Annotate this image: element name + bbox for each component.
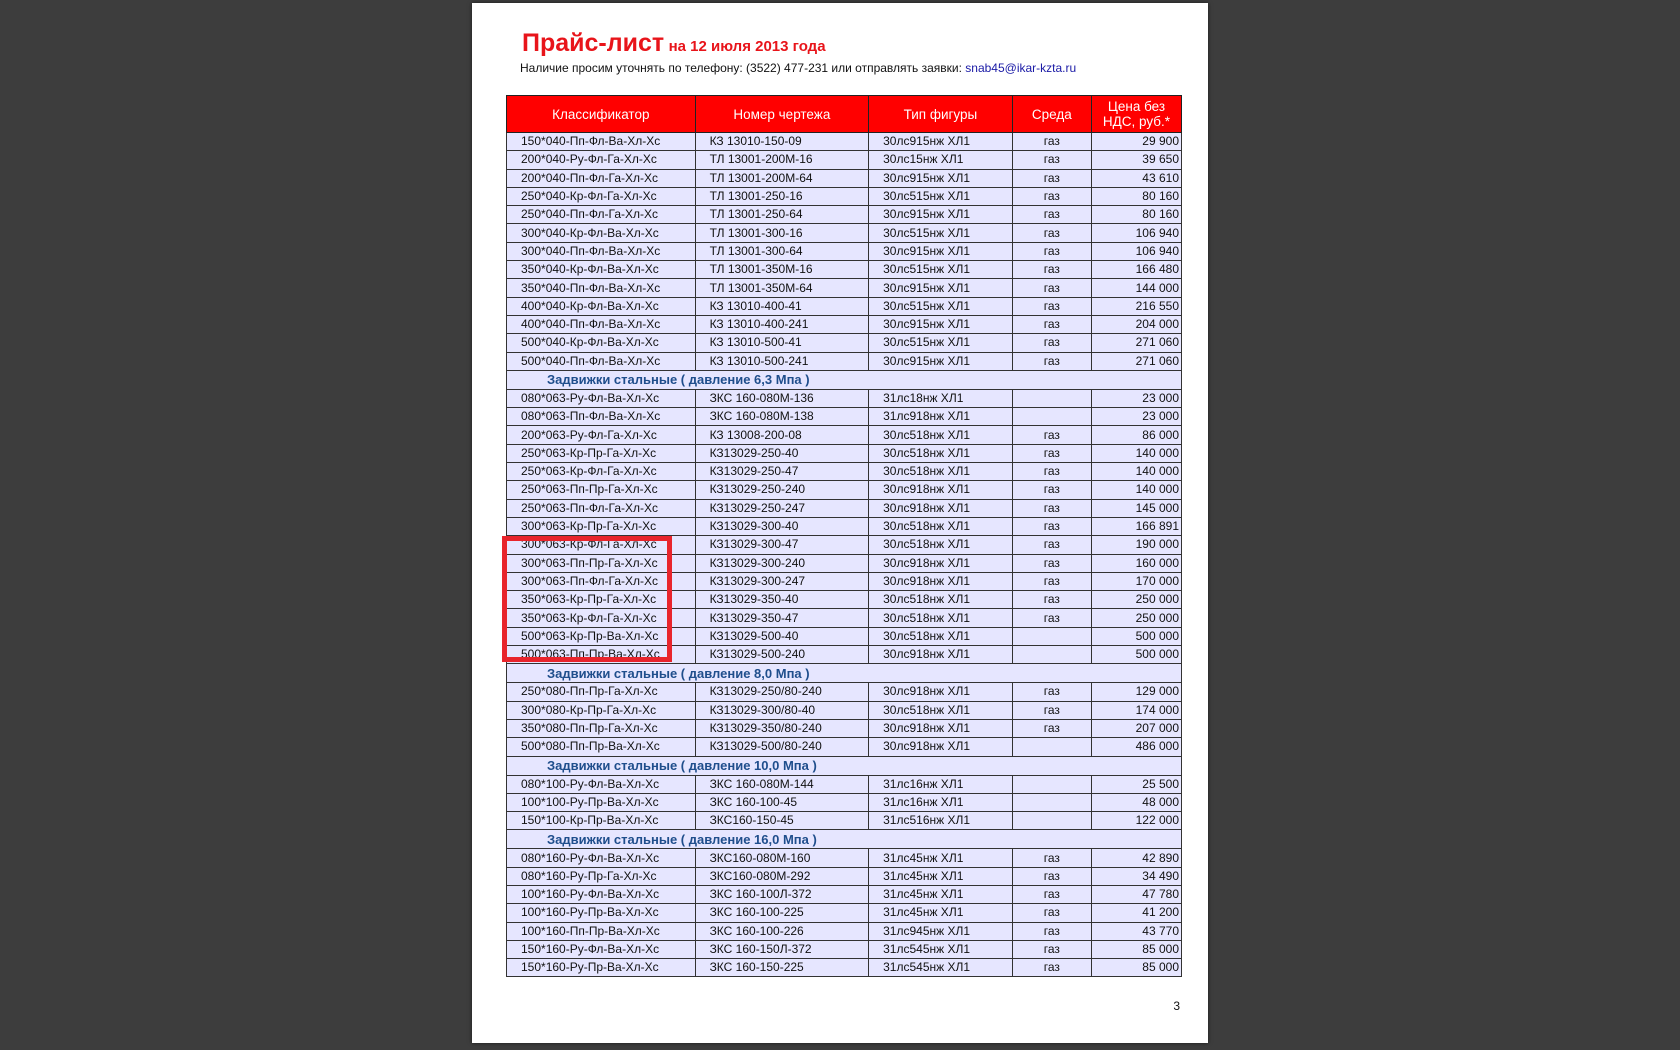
cell-medium: газ	[1012, 572, 1091, 590]
cell-price: 166 891	[1091, 517, 1181, 535]
cell-medium: газ	[1012, 683, 1091, 701]
table-row	[507, 334, 1182, 352]
cell-price: 80 160	[1091, 187, 1181, 205]
cell-medium: газ	[1012, 297, 1091, 315]
cell-classifier: 080*100-Ру-Фл-Ва-Хл-Хс	[507, 775, 696, 793]
cell-classifier: 200*063-Ру-Фл-Га-Хл-Хс	[507, 426, 696, 444]
cell-classifier: 250*063-Пп-Пр-Га-Хл-Хс	[507, 481, 696, 499]
cell-classifier: 500*063-Пп-Пр-Ва-Хл-Хс	[507, 646, 696, 664]
cell-drawing-number: КЗ13029-300-240	[695, 554, 869, 572]
table-row	[507, 793, 1182, 811]
table-row	[507, 812, 1182, 830]
cell-figure-type: 30лс518нж ХЛ1	[869, 701, 1013, 719]
contact-email: snab45@ikar-kzta.ru	[965, 61, 1077, 75]
cell-price: 25 500	[1091, 775, 1181, 793]
cell-classifier: 400*040-Кр-Фл-Ва-Хл-Хс	[507, 297, 696, 315]
cell-price: 23 000	[1091, 389, 1181, 407]
cell-medium: газ	[1012, 554, 1091, 572]
cell-classifier: 350*080-Пп-Пр-Га-Хл-Хс	[507, 719, 696, 737]
cell-classifier: 100*100-Ру-Пр-Ва-Хл-Хс	[507, 793, 696, 811]
cell-medium	[1012, 646, 1091, 664]
cell-medium: газ	[1012, 444, 1091, 462]
cell-figure-type: 30лс515нж ХЛ1	[869, 297, 1013, 315]
cell-classifier: 250*063-Кр-Пр-Га-Хл-Хс	[507, 444, 696, 462]
cell-medium: газ	[1012, 701, 1091, 719]
cell-price: 86 000	[1091, 426, 1181, 444]
cell-medium: газ	[1012, 151, 1091, 169]
table-row	[507, 444, 1182, 462]
cell-medium	[1012, 389, 1091, 407]
cell-drawing-number: КЗ 13010-500-241	[695, 352, 869, 370]
cell-medium: газ	[1012, 133, 1091, 151]
cell-drawing-number: ЗКС 160-080М-138	[695, 408, 869, 426]
cell-classifier: 100*160-Ру-Фл-Ва-Хл-Хс	[507, 885, 696, 903]
cell-figure-type: 31лс16нж ХЛ1	[869, 793, 1013, 811]
cell-drawing-number: КЗ 13010-400-241	[695, 315, 869, 333]
cell-medium: газ	[1012, 517, 1091, 535]
table-row	[507, 738, 1182, 756]
cell-classifier: 080*160-Ру-Пр-Га-Хл-Хс	[507, 867, 696, 885]
table-row	[507, 224, 1182, 242]
cell-medium: газ	[1012, 169, 1091, 187]
cell-classifier: 400*040-Пп-Фл-Ва-Хл-Хс	[507, 315, 696, 333]
title-main: Прайс-лист	[522, 29, 665, 57]
section-row	[507, 756, 1182, 775]
cell-drawing-number: ТЛ 13001-250-64	[695, 206, 869, 224]
header-medium: Среда	[1012, 96, 1091, 133]
cell-classifier: 500*063-Кр-Пр-Ва-Хл-Хс	[507, 627, 696, 645]
cell-price: 271 060	[1091, 334, 1181, 352]
cell-drawing-number: КЗ13029-250-240	[695, 481, 869, 499]
cell-classifier: 500*040-Кр-Фл-Ва-Хл-Хс	[507, 334, 696, 352]
cell-drawing-number: ЗКС160-080М-292	[695, 867, 869, 885]
contact-note-text: Наличие просим уточнять по телефону: (3522) 477-231 или отправлять заявки:	[520, 61, 966, 75]
cell-drawing-number: ЗКС 160-080М-144	[695, 775, 869, 793]
table-row	[507, 426, 1182, 444]
cell-drawing-number: ТЛ 13001-300-64	[695, 242, 869, 260]
header-drawing-number: Номер чертежа	[695, 96, 869, 133]
cell-drawing-number: ТЛ 13001-250-16	[695, 187, 869, 205]
cell-figure-type: 30лс918нж ХЛ1	[869, 481, 1013, 499]
cell-classifier: 100*160-Ру-Пр-Ва-Хл-Хс	[507, 904, 696, 922]
cell-drawing-number: ТЛ 13001-300-16	[695, 224, 869, 242]
contact-note	[520, 61, 1076, 75]
cell-medium: газ	[1012, 867, 1091, 885]
cell-figure-type: 30лс918нж ХЛ1	[869, 683, 1013, 701]
page-number: 3	[1173, 999, 1180, 1013]
cell-drawing-number: КЗ13029-350-40	[695, 591, 869, 609]
cell-classifier: 300*040-Пп-Фл-Ва-Хл-Хс	[507, 242, 696, 260]
cell-figure-type: 31лс45нж ХЛ1	[869, 904, 1013, 922]
cell-figure-type: 30лс518нж ХЛ1	[869, 426, 1013, 444]
cell-price: 140 000	[1091, 463, 1181, 481]
cell-drawing-number: ЗКС 160-100Л-372	[695, 885, 869, 903]
cell-figure-type: 31лс918нж ХЛ1	[869, 408, 1013, 426]
cell-medium: газ	[1012, 609, 1091, 627]
cell-figure-type: 30лс915нж ХЛ1	[869, 279, 1013, 297]
cell-drawing-number: ЗКС 160-100-226	[695, 922, 869, 940]
cell-classifier: 250*040-Пп-Фл-Га-Хл-Хс	[507, 206, 696, 224]
cell-price: 271 060	[1091, 352, 1181, 370]
cell-price: 250 000	[1091, 591, 1181, 609]
cell-drawing-number: ЗКС 160-100-225	[695, 904, 869, 922]
cell-classifier: 250*040-Кр-Фл-Га-Хл-Хс	[507, 187, 696, 205]
header-figure-type: Тип фигуры	[869, 96, 1013, 133]
cell-figure-type: 31лс18нж ХЛ1	[869, 389, 1013, 407]
cell-drawing-number: КЗ 13010-500-41	[695, 334, 869, 352]
cell-drawing-number: КЗ 13008-200-08	[695, 426, 869, 444]
cell-price: 85 000	[1091, 959, 1181, 977]
cell-medium: газ	[1012, 885, 1091, 903]
section-row	[507, 830, 1182, 849]
cell-price: 48 000	[1091, 793, 1181, 811]
cell-medium: газ	[1012, 536, 1091, 554]
cell-classifier: 350*063-Кр-Фл-Га-Хл-Хс	[507, 609, 696, 627]
cell-figure-type: 30лс918нж ХЛ1	[869, 719, 1013, 737]
cell-medium: газ	[1012, 279, 1091, 297]
header-price: Цена без НДС, руб.*	[1091, 96, 1181, 133]
table-row	[507, 279, 1182, 297]
cell-price: 250 000	[1091, 609, 1181, 627]
cell-drawing-number: ТЛ 13001-350М-16	[695, 261, 869, 279]
cell-figure-type: 30лс915нж ХЛ1	[869, 169, 1013, 187]
cell-drawing-number: КЗ13029-250-247	[695, 499, 869, 517]
cell-classifier: 250*063-Кр-Фл-Га-Хл-Хс	[507, 463, 696, 481]
header-classifier: Классификатор	[507, 96, 696, 133]
cell-medium: газ	[1012, 224, 1091, 242]
cell-price: 160 000	[1091, 554, 1181, 572]
cell-classifier: 250*063-Пп-Фл-Га-Хл-Хс	[507, 499, 696, 517]
table-row	[507, 187, 1182, 205]
cell-medium: газ	[1012, 849, 1091, 867]
section-row	[507, 370, 1182, 389]
cell-medium: газ	[1012, 261, 1091, 279]
cell-classifier: 350*040-Кр-Фл-Ва-Хл-Хс	[507, 261, 696, 279]
table-row	[507, 775, 1182, 793]
document-page	[472, 3, 1208, 1043]
cell-classifier: 150*160-Ру-Фл-Ва-Хл-Хс	[507, 940, 696, 958]
cell-medium	[1012, 627, 1091, 645]
cell-price: 106 940	[1091, 242, 1181, 260]
table-row	[507, 499, 1182, 517]
cell-figure-type: 31лс45нж ХЛ1	[869, 885, 1013, 903]
cell-price: 190 000	[1091, 536, 1181, 554]
cell-classifier: 150*040-Пп-Фл-Ва-Хл-Хс	[507, 133, 696, 151]
cell-price: 486 000	[1091, 738, 1181, 756]
cell-classifier: 080*063-Пп-Фл-Ва-Хл-Хс	[507, 408, 696, 426]
cell-medium: газ	[1012, 187, 1091, 205]
cell-figure-type: 30лс518нж ХЛ1	[869, 463, 1013, 481]
cell-medium: газ	[1012, 481, 1091, 499]
cell-medium: газ	[1012, 591, 1091, 609]
section-title: Задвижки стальные ( давление 10,0 Мпа )	[507, 756, 1182, 775]
cell-drawing-number: КЗ13029-300/80-40	[695, 701, 869, 719]
cell-price: 106 940	[1091, 224, 1181, 242]
cell-drawing-number: ЗКС160-080М-160	[695, 849, 869, 867]
highlight-box	[502, 536, 672, 662]
table-row	[507, 408, 1182, 426]
cell-drawing-number: ТЛ 13001-350М-64	[695, 279, 869, 297]
cell-price: 216 550	[1091, 297, 1181, 315]
table-row	[507, 352, 1182, 370]
table-row	[507, 683, 1182, 701]
cell-figure-type: 30лс918нж ХЛ1	[869, 554, 1013, 572]
cell-price: 170 000	[1091, 572, 1181, 590]
cell-price: 34 490	[1091, 867, 1181, 885]
cell-figure-type: 30лс518нж ХЛ1	[869, 444, 1013, 462]
table-row	[507, 481, 1182, 499]
cell-drawing-number: ТЛ 13001-200М-64	[695, 169, 869, 187]
cell-drawing-number: ЗКС160-150-45	[695, 812, 869, 830]
cell-figure-type: 31лс945нж ХЛ1	[869, 922, 1013, 940]
cell-price: 39 650	[1091, 151, 1181, 169]
cell-drawing-number: ЗКС 160-150-225	[695, 959, 869, 977]
cell-medium: газ	[1012, 904, 1091, 922]
cell-figure-type: 31лс45нж ХЛ1	[869, 849, 1013, 867]
cell-drawing-number: КЗ13029-350-47	[695, 609, 869, 627]
cell-figure-type: 30лс918нж ХЛ1	[869, 572, 1013, 590]
cell-medium: газ	[1012, 940, 1091, 958]
cell-price: 204 000	[1091, 315, 1181, 333]
cell-price: 140 000	[1091, 444, 1181, 462]
cell-medium: газ	[1012, 922, 1091, 940]
cell-classifier: 300*063-Кр-Пр-Га-Хл-Хс	[507, 517, 696, 535]
cell-classifier: 500*080-Пп-Пр-Ва-Хл-Хс	[507, 738, 696, 756]
cell-price: 42 890	[1091, 849, 1181, 867]
section-title: Задвижки стальные ( давление 6,3 Мпа )	[507, 370, 1182, 389]
cell-medium	[1012, 812, 1091, 830]
cell-classifier: 300*063-Пп-Фл-Га-Хл-Хс	[507, 572, 696, 590]
cell-figure-type: 30лс518нж ХЛ1	[869, 517, 1013, 535]
cell-figure-type: 30лс515нж ХЛ1	[869, 187, 1013, 205]
cell-drawing-number: КЗ13029-300-47	[695, 536, 869, 554]
table-row	[507, 297, 1182, 315]
cell-figure-type: 30лс518нж ХЛ1	[869, 609, 1013, 627]
cell-drawing-number: ЗКС 160-100-45	[695, 793, 869, 811]
cell-classifier: 150*100-Кр-Пр-Ва-Хл-Хс	[507, 812, 696, 830]
cell-medium: газ	[1012, 463, 1091, 481]
cell-medium	[1012, 793, 1091, 811]
cell-classifier: 300*063-Кр-Фл-Га-Хл-Хс	[507, 536, 696, 554]
cell-classifier: 080*063-Ру-Фл-Ва-Хл-Хс	[507, 389, 696, 407]
cell-drawing-number: КЗ 13010-400-41	[695, 297, 869, 315]
cell-figure-type: 30лс915нж ХЛ1	[869, 133, 1013, 151]
cell-classifier: 200*040-Пп-Фл-Га-Хл-Хс	[507, 169, 696, 187]
cell-classifier: 300*040-Кр-Фл-Ва-Хл-Хс	[507, 224, 696, 242]
cell-medium	[1012, 408, 1091, 426]
cell-figure-type: 30лс918нж ХЛ1	[869, 646, 1013, 664]
cell-figure-type: 30лс918нж ХЛ1	[869, 738, 1013, 756]
cell-figure-type: 31лс16нж ХЛ1	[869, 775, 1013, 793]
cell-drawing-number: КЗ13029-250-47	[695, 463, 869, 481]
table-row	[507, 940, 1182, 958]
cell-drawing-number: КЗ13029-300-247	[695, 572, 869, 590]
cell-price: 145 000	[1091, 499, 1181, 517]
section-title: Задвижки стальные ( давление 16,0 Мпа )	[507, 830, 1182, 849]
cell-classifier: 350*063-Кр-Пр-Га-Хл-Хс	[507, 591, 696, 609]
cell-figure-type: 31лс516нж ХЛ1	[869, 812, 1013, 830]
table-row	[507, 206, 1182, 224]
cell-drawing-number: КЗ13029-500-240	[695, 646, 869, 664]
table-header-row	[507, 96, 1182, 133]
table-row	[507, 959, 1182, 977]
table-row	[507, 922, 1182, 940]
cell-figure-type: 30лс518нж ХЛ1	[869, 627, 1013, 645]
cell-price: 129 000	[1091, 683, 1181, 701]
cell-drawing-number: КЗ13029-500/80-240	[695, 738, 869, 756]
cell-price: 207 000	[1091, 719, 1181, 737]
table-row	[507, 719, 1182, 737]
cell-figure-type: 31лс545нж ХЛ1	[869, 959, 1013, 977]
cell-price: 43 610	[1091, 169, 1181, 187]
cell-drawing-number: КЗ13029-300-40	[695, 517, 869, 535]
cell-price: 144 000	[1091, 279, 1181, 297]
cell-medium: газ	[1012, 719, 1091, 737]
cell-medium	[1012, 738, 1091, 756]
cell-medium: газ	[1012, 499, 1091, 517]
cell-classifier: 350*040-Пп-Фл-Ва-Хл-Хс	[507, 279, 696, 297]
cell-figure-type: 30лс518нж ХЛ1	[869, 591, 1013, 609]
cell-price: 166 480	[1091, 261, 1181, 279]
cell-drawing-number: КЗ13029-500-40	[695, 627, 869, 645]
cell-price: 140 000	[1091, 481, 1181, 499]
cell-drawing-number: КЗ 13010-150-09	[695, 133, 869, 151]
cell-drawing-number: КЗ13029-350/80-240	[695, 719, 869, 737]
table-row	[507, 517, 1182, 535]
cell-figure-type: 30лс915нж ХЛ1	[869, 206, 1013, 224]
table-row	[507, 315, 1182, 333]
cell-price: 47 780	[1091, 885, 1181, 903]
cell-figure-type: 31лс545нж ХЛ1	[869, 940, 1013, 958]
cell-figure-type: 30лс515нж ХЛ1	[869, 224, 1013, 242]
cell-classifier: 080*160-Ру-Фл-Ва-Хл-Хс	[507, 849, 696, 867]
cell-price: 122 000	[1091, 812, 1181, 830]
cell-price: 174 000	[1091, 701, 1181, 719]
cell-figure-type: 30лс515нж ХЛ1	[869, 334, 1013, 352]
section-row	[507, 664, 1182, 683]
table-row	[507, 885, 1182, 903]
cell-price: 29 900	[1091, 133, 1181, 151]
cell-price: 500 000	[1091, 646, 1181, 664]
cell-drawing-number: ЗКС 160-080М-136	[695, 389, 869, 407]
cell-price: 85 000	[1091, 940, 1181, 958]
table-row	[507, 904, 1182, 922]
table-row	[507, 242, 1182, 260]
title-date: на 12 июля 2013 года	[668, 38, 826, 55]
cell-classifier: 150*160-Ру-Пр-Ва-Хл-Хс	[507, 959, 696, 977]
cell-figure-type: 31лс45нж ХЛ1	[869, 867, 1013, 885]
table-row	[507, 849, 1182, 867]
table-row	[507, 133, 1182, 151]
table-row	[507, 701, 1182, 719]
cell-classifier: 500*040-Пп-Фл-Ва-Хл-Хс	[507, 352, 696, 370]
cell-medium: газ	[1012, 334, 1091, 352]
cell-price: 80 160	[1091, 206, 1181, 224]
cell-drawing-number: ТЛ 13001-200М-16	[695, 151, 869, 169]
table-row	[507, 867, 1182, 885]
cell-price: 43 770	[1091, 922, 1181, 940]
cell-figure-type: 30лс515нж ХЛ1	[869, 261, 1013, 279]
cell-price: 500 000	[1091, 627, 1181, 645]
cell-figure-type: 30лс518нж ХЛ1	[869, 536, 1013, 554]
cell-figure-type: 30лс915нж ХЛ1	[869, 352, 1013, 370]
table-row	[507, 261, 1182, 279]
cell-medium	[1012, 775, 1091, 793]
cell-price: 23 000	[1091, 408, 1181, 426]
cell-medium: газ	[1012, 426, 1091, 444]
cell-price: 41 200	[1091, 904, 1181, 922]
table-row	[507, 463, 1182, 481]
cell-drawing-number: ЗКС 160-150Л-372	[695, 940, 869, 958]
cell-classifier: 100*160-Пп-Пр-Ва-Хл-Хс	[507, 922, 696, 940]
section-title: Задвижки стальные ( давление 8,0 Мпа )	[507, 664, 1182, 683]
cell-figure-type: 30лс918нж ХЛ1	[869, 499, 1013, 517]
table-row	[507, 151, 1182, 169]
table-row	[507, 169, 1182, 187]
cell-drawing-number: КЗ13029-250-40	[695, 444, 869, 462]
cell-figure-type: 30лс915нж ХЛ1	[869, 315, 1013, 333]
cell-drawing-number: КЗ13029-250/80-240	[695, 683, 869, 701]
cell-classifier: 300*080-Кр-Пр-Га-Хл-Хс	[507, 701, 696, 719]
cell-medium: газ	[1012, 352, 1091, 370]
table-row	[507, 389, 1182, 407]
cell-classifier: 250*080-Пп-Пр-Га-Хл-Хс	[507, 683, 696, 701]
cell-classifier: 300*063-Пп-Пр-Га-Хл-Хс	[507, 554, 696, 572]
cell-medium: газ	[1012, 242, 1091, 260]
page-title	[522, 29, 826, 58]
cell-figure-type: 30лс15нж ХЛ1	[869, 151, 1013, 169]
cell-figure-type: 30лс915нж ХЛ1	[869, 242, 1013, 260]
cell-medium: газ	[1012, 959, 1091, 977]
cell-medium: газ	[1012, 206, 1091, 224]
cell-classifier: 200*040-Ру-Фл-Га-Хл-Хс	[507, 151, 696, 169]
cell-medium: газ	[1012, 315, 1091, 333]
